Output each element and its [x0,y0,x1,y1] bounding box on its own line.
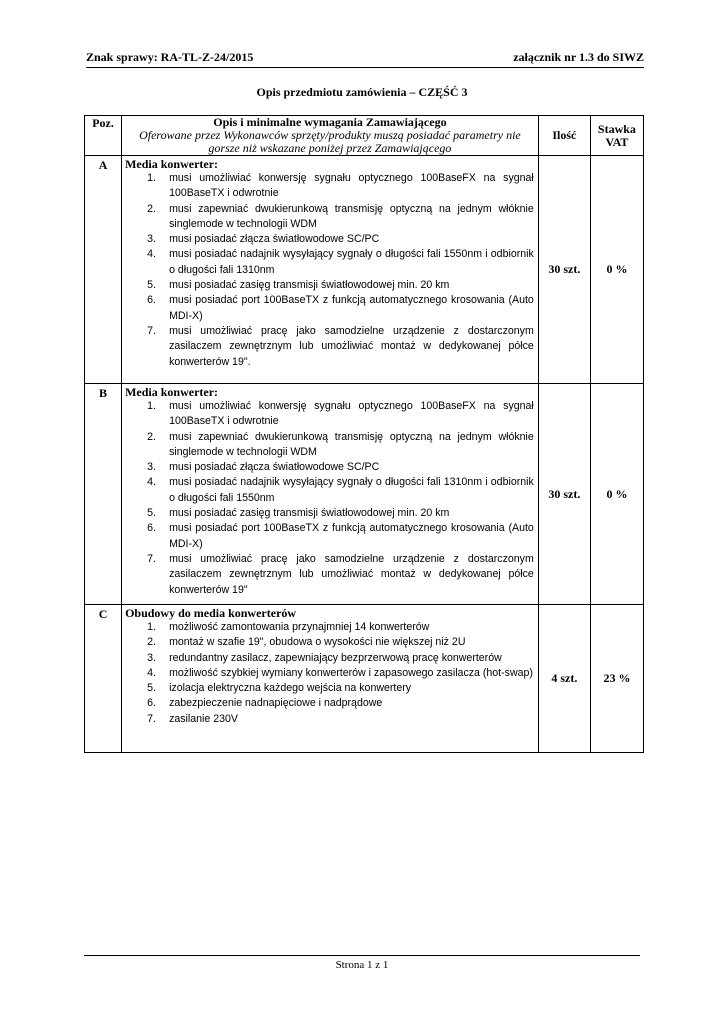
list-item-text: musi posiadać zasięg transmisji światłowodowej min. 20 km [169,279,450,292]
list-item-text: musi posiadać zasięg transmisji światłowodowej min. 20 km [169,507,450,520]
list-item-number: 7. [147,712,156,725]
list-item-text: montaż w szafie 19", obudowa o wysokości nie większej niż 2U [169,636,466,649]
list-item-text: musi posiadać złącza światłowodowe SC/PC [169,461,380,474]
requirements-list [125,399,534,598]
list-item-number: 4. [147,476,156,489]
table-row [85,384,644,605]
row-vat: 0 % [590,384,643,605]
specification-table [84,115,644,753]
list-item [125,475,534,506]
list-item-text: musi umożliwiać pracę jako samodzielne urządzenie z dostarczonym zasilaczem zewnętrznym lub umożliwiać montaż w dedykowanej półce konwerterów 19". [169,324,534,368]
row-quantity: 4 szt. [538,605,590,753]
list-item [125,620,534,635]
list-item [125,552,534,598]
list-item-text: musi umożliwiać konwersję sygnału optycznego 100BaseFX na sygnał 100BaseTX i odwrotnie [169,172,534,200]
table-row [85,605,644,753]
list-item-number: 5. [147,682,156,695]
page-header [86,50,644,68]
list-item [125,506,534,521]
list-item-number: 7. [147,324,156,337]
header-vat: Stawka VAT [590,116,643,156]
list-item [125,651,534,666]
list-item-number: 1. [147,621,156,633]
list-item [125,430,534,461]
list-item-number: 6. [147,697,156,710]
list-item-number: 4. [147,666,156,679]
row-position: B [85,384,122,605]
row-position: A [85,156,122,384]
list-item [125,460,534,475]
section-title: Media konwerter: [125,385,219,399]
list-item-text: musi posiadać złącza światłowodowe SC/PC [169,233,380,246]
list-item-text: redundantny zasilacz, zapewniający bezprzerwową pracę konwerterów [169,651,502,664]
table-header-row [85,116,644,156]
list-item-number: 7. [147,552,156,565]
row-quantity: 30 szt. [538,156,590,384]
list-item [125,293,534,324]
list-item-text: musi zapewniać dwukierunkową transmisję optyczną na jednym włóknie singlemode w technologii WDM [169,202,534,230]
list-item-text: musi zapewniać dwukierunkową transmisję optyczną na jednym włóknie singlemode w technologii WDM [169,430,534,458]
footer-divider [84,955,640,956]
list-item [125,232,534,247]
list-item-text: musi umożliwiać pracę jako samodzielne urządzenie z dostarczonym zasilaczem zewnętrznym lub umożliwiać montaż w dedykowanej półce konwerterów 19" [169,552,534,596]
row-vat: 0 % [590,156,643,384]
list-item [125,681,534,696]
list-item [125,666,534,681]
header-description-note: Oferowane przez Wykonawców sprzęty/produkty muszą posiadać parametry nie gorsze niż wskazane poniżej przez Zamawiającego [139,128,521,155]
list-item-text: zabezpieczenie nadnapięciowe i nadprądowe [169,697,383,710]
header-description-title: Opis i minimalne wymagania Zamawiającego [213,115,447,129]
list-item-number: 6. [147,294,156,307]
list-item [125,202,534,233]
row-description [122,384,539,605]
list-item [125,171,534,202]
row-description [122,605,539,753]
table-row [85,156,644,384]
list-item-text: musi umożliwiać konwersję sygnału optycznego 100BaseFX na sygnał 100BaseTX i odwrotnie [169,400,534,428]
list-item [125,247,534,278]
list-item-text: możliwość szybkiej wymiany konwerterów i zapasowego zasilacza (hot-swap) [169,666,533,679]
section-title: Media konwerter: [125,157,219,171]
document-title: Opis przedmiotu zamówienia – CZĘŚĆ 3 [256,85,468,99]
row-position: C [85,605,122,753]
list-item-text: musi posiadać port 100BaseTX z funkcją automatycznego krosowania (Auto MDI-X) [169,294,534,322]
list-item [125,696,534,711]
list-item-text: musi posiadać nadajnik wysyłający sygnały o długości fali 1550nm i odbiornik o długości fali 1310nm [169,248,534,276]
list-item-text: musi posiadać port 100BaseTX z funkcją automatycznego krosowania (Auto MDI-X) [169,522,534,550]
requirements-list [125,620,534,727]
list-item-number: 5. [147,279,156,292]
list-item [125,278,534,293]
list-item-number: 1. [147,172,156,184]
list-item-text: izolacja elektryczna każdego wejścia na konwertery [169,682,412,695]
row-quantity: 30 szt. [538,384,590,605]
list-item [125,324,534,370]
list-item-number: 4. [147,248,156,261]
list-item [125,712,534,727]
list-item-text: musi posiadać nadajnik wysyłający sygnały o długości fali 1310nm i odbiornik o długości fali 1550nm [169,476,534,504]
list-item-text: zasilanie 230V [169,712,238,725]
page-footer: Strona 1 z 1 [335,959,389,971]
header-quantity: Ilość [538,116,590,156]
case-number: Znak sprawy: RA-TL-Z-24/2015 [86,50,254,64]
list-item-number: 6. [147,522,156,535]
list-item [125,521,534,552]
list-item-number: 5. [147,507,156,520]
attachment-label: załącznik nr 1.3 do SIWZ [513,50,644,64]
header-description [122,116,539,156]
list-item-number: 2. [147,636,156,649]
header-position: Poz. [85,116,122,156]
section-title: Obudowy do media konwerterów [125,606,297,620]
list-item-number: 2. [147,202,156,215]
list-item-number: 3. [147,233,156,246]
list-item-number: 3. [147,461,156,474]
list-item [125,635,534,650]
list-item-text: możliwość zamontowania przynajmniej 14 konwerterów [169,621,430,633]
list-item [125,399,534,430]
list-item-number: 3. [147,651,156,664]
requirements-list [125,171,534,370]
row-vat: 23 % [590,605,643,753]
list-item-number: 1. [147,400,156,412]
row-description [122,156,539,384]
list-item-number: 2. [147,430,156,443]
